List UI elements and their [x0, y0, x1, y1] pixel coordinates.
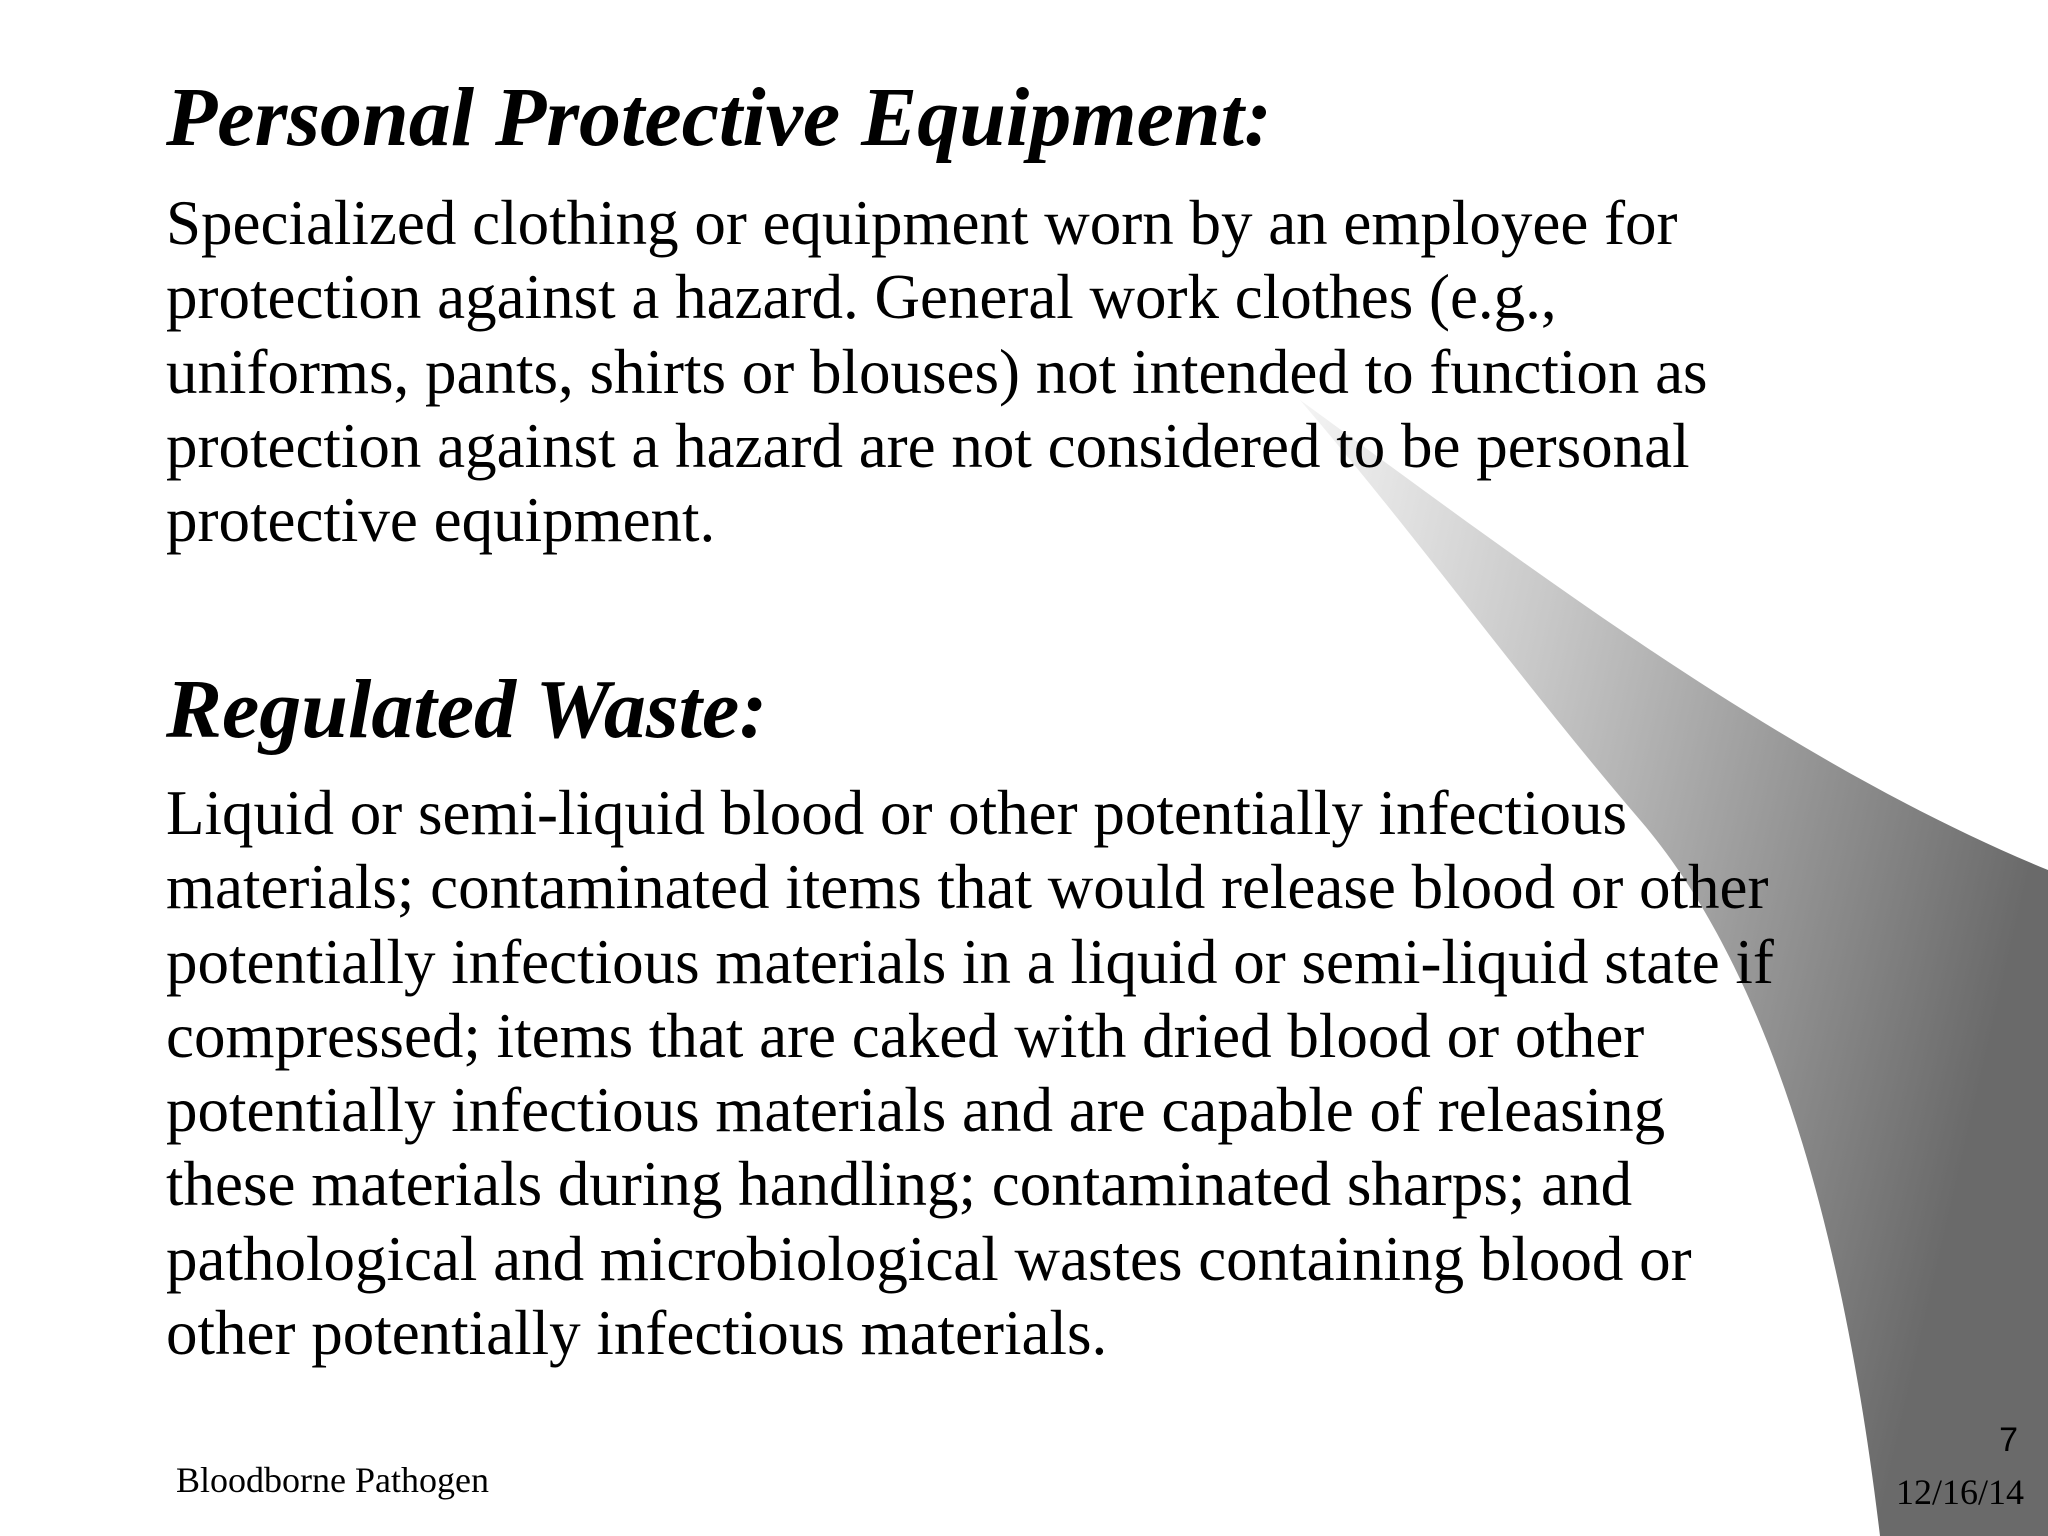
- text-line: compressed; items that are caked with dried blood or other: [166, 1000, 1645, 1071]
- footer-title: Bloodborne Pathogen: [176, 1460, 489, 1500]
- text-line: uniforms, pants, shirts or blouses) not intended to function as: [166, 336, 1708, 407]
- text-line: other potentially infectious materials.: [166, 1298, 1108, 1369]
- text-line: potentially infectious materials and are capable of releasing: [166, 1075, 1666, 1146]
- text-line: these materials during handling; contaminated sharps; and: [166, 1149, 1633, 1220]
- definition-regulated-waste: [166, 776, 1774, 1370]
- heading-regulated-waste: Regulated Waste:: [166, 663, 768, 756]
- text-line: potentially infectious materials in a liquid or semi-liquid state if: [166, 926, 1774, 997]
- text-line: pathological and microbiological wastes containing blood or: [166, 1223, 1692, 1294]
- text-line: materials; contaminated items that would release blood or other: [166, 852, 1769, 923]
- page-number: 7: [1999, 1421, 2018, 1459]
- text-line: Liquid or semi-liquid blood or other potentially infectious: [166, 778, 1627, 848]
- footer-date: 12/16/14: [1895, 1472, 2024, 1512]
- definition-personal-protective-equipment: [166, 186, 1708, 557]
- text-line: protection against a hazard. General work clothes (e.g.,: [166, 262, 1557, 333]
- text-line: protection against a hazard are not considered to be personal: [166, 410, 1690, 481]
- text-line: protective equipment.: [166, 485, 716, 556]
- heading-personal-protective-equipment: Personal Protective Equipment:: [166, 71, 1272, 164]
- text-line: Specialized clothing or equipment worn by an employee for: [166, 188, 1678, 258]
